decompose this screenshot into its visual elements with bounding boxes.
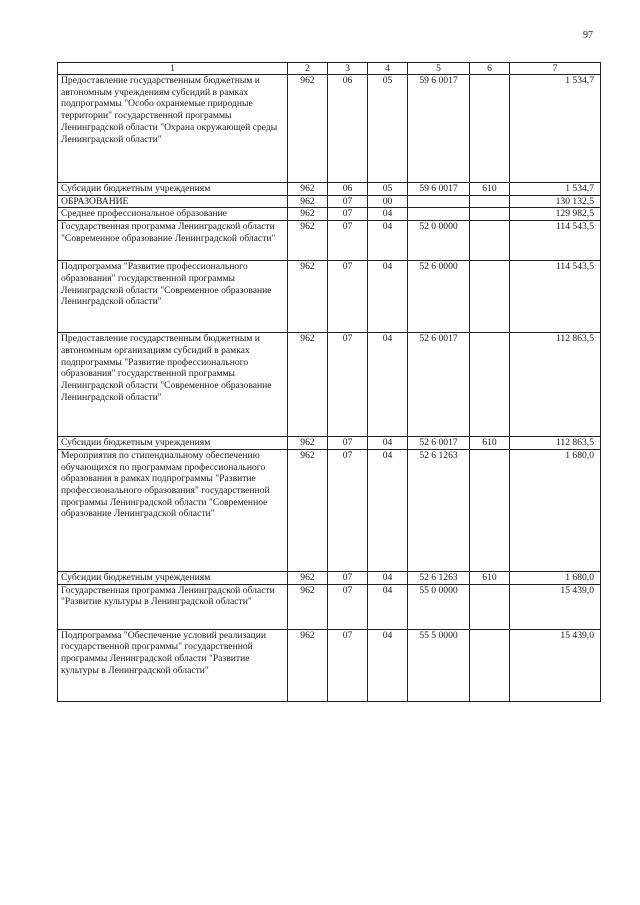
column-header: 7 [510,63,601,75]
cell-ministry: 962 [288,571,328,584]
cell-section: 07 [328,437,368,450]
cell-ministry: 962 [288,183,328,196]
cell-amount: 1 534,7 [510,75,601,183]
budget-table [57,62,601,702]
cell-target-item [408,208,470,221]
cell-section: 07 [328,261,368,333]
cell-section: 07 [328,449,368,571]
column-header: 6 [470,63,510,75]
cell-expense-type [470,584,510,629]
row-name: Субсидии бюджетным учреждениям [58,183,288,196]
page-number: 97 [583,30,593,41]
table-row [58,208,601,221]
cell-expense-type: 610 [470,183,510,196]
cell-section: 06 [328,183,368,196]
column-header: 3 [328,63,368,75]
cell-ministry: 962 [288,629,328,701]
cell-section: 07 [328,221,368,261]
table-row [58,261,601,333]
cell-ministry: 962 [288,333,328,437]
column-header: 2 [288,63,328,75]
cell-target-item: 52 6 0000 [408,261,470,333]
cell-expense-type [470,221,510,261]
cell-ministry: 962 [288,75,328,183]
cell-section: 07 [328,195,368,208]
cell-subsection: 04 [368,333,408,437]
cell-amount: 15 439,0 [510,629,601,701]
cell-expense-type: 610 [470,571,510,584]
row-name: Предоставление государственным бюджетным и автономным организациям субсидий в рамках подпрограммы "Развитие профессионального образования" государственной программы Ленинградской области "Современное образование Ленинградской области" [58,333,288,437]
table-row [58,437,601,450]
table-row [58,183,601,196]
cell-subsection: 04 [368,221,408,261]
cell-target-item: 52 6 0017 [408,333,470,437]
table-row [58,333,601,437]
row-name: Государственная программа Ленинградской области "Развитие культуры в Ленинградской области" [58,584,288,629]
row-name: Среднее профессиональное образование [58,208,288,221]
cell-expense-type: 610 [470,437,510,450]
column-header: 5 [408,63,470,75]
cell-amount: 130 132,5 [510,195,601,208]
cell-expense-type [470,75,510,183]
cell-ministry: 962 [288,195,328,208]
cell-amount: 15 439,0 [510,584,601,629]
cell-subsection: 04 [368,261,408,333]
row-name: Подпрограмма "Обеспечение условий реализации государственной программы" государственной программы Ленинградской области "Развитие культуры в Ленинградской области" [58,629,288,701]
cell-subsection: 00 [368,195,408,208]
cell-amount: 129 982,5 [510,208,601,221]
cell-expense-type [470,333,510,437]
table-row [58,449,601,571]
cell-expense-type [470,208,510,221]
cell-ministry: 962 [288,261,328,333]
row-name: Мероприятия по стипендиальному обеспечению обучающихся по программам профессионального образования в рамках подпрограммы "Развитие профессионального образования" государственной программы Ленинградской области "Современное образование Ленинградской области" [58,449,288,571]
cell-subsection: 04 [368,208,408,221]
table-row [58,195,601,208]
cell-section: 07 [328,584,368,629]
cell-subsection: 04 [368,449,408,571]
cell-amount: 1 680,0 [510,449,601,571]
cell-subsection: 05 [368,183,408,196]
cell-target-item: 55 5 0000 [408,629,470,701]
cell-ministry: 962 [288,449,328,571]
cell-section: 07 [328,333,368,437]
cell-target-item [408,195,470,208]
row-name: Предоставление государственным бюджетным и автономным учреждениям субсидий в рамках подпрограммы "Особо охраняемые природные территории" государственной программы Ленинградской области "Охрана окружающей среды Ленинградской области" [58,75,288,183]
cell-ministry: 962 [288,208,328,221]
cell-target-item: 52 6 1263 [408,571,470,584]
table-row [58,629,601,701]
table-row [58,221,601,261]
cell-amount: 1 534,7 [510,183,601,196]
cell-subsection: 04 [368,584,408,629]
row-name: Государственная программа Ленинградской области "Современное образование Ленинградской области" [58,221,288,261]
cell-target-item: 59 6 0017 [408,183,470,196]
cell-section: 06 [328,75,368,183]
column-header: 4 [368,63,408,75]
cell-subsection: 05 [368,75,408,183]
cell-ministry: 962 [288,437,328,450]
cell-amount: 114 543,5 [510,221,601,261]
row-name: ОБРАЗОВАНИЕ [58,195,288,208]
table-row [58,75,601,183]
cell-expense-type [470,449,510,571]
cell-target-item: 59 6 0017 [408,75,470,183]
cell-subsection: 04 [368,437,408,450]
table-row [58,584,601,629]
cell-amount: 112 863,5 [510,333,601,437]
cell-subsection: 04 [368,629,408,701]
cell-amount: 114 543,5 [510,261,601,333]
table-header-row [58,63,601,75]
table-row [58,571,601,584]
row-name: Субсидии бюджетным учреждениям [58,437,288,450]
cell-target-item: 55 0 0000 [408,584,470,629]
cell-section: 07 [328,208,368,221]
cell-ministry: 962 [288,221,328,261]
cell-target-item: 52 6 1263 [408,449,470,571]
cell-ministry: 962 [288,584,328,629]
cell-amount: 112 863,5 [510,437,601,450]
cell-expense-type [470,261,510,333]
column-header: 1 [58,63,288,75]
cell-subsection: 04 [368,571,408,584]
cell-target-item: 52 0 0000 [408,221,470,261]
cell-amount: 1 680,0 [510,571,601,584]
row-name: Подпрограмма "Развитие профессионального образования" государственной программы Ленинградской области "Современное образование Ленинградской области" [58,261,288,333]
cell-target-item: 52 6 0017 [408,437,470,450]
cell-section: 07 [328,571,368,584]
row-name: Субсидии бюджетным учреждениям [58,571,288,584]
cell-section: 07 [328,629,368,701]
cell-expense-type [470,195,510,208]
cell-expense-type [470,629,510,701]
